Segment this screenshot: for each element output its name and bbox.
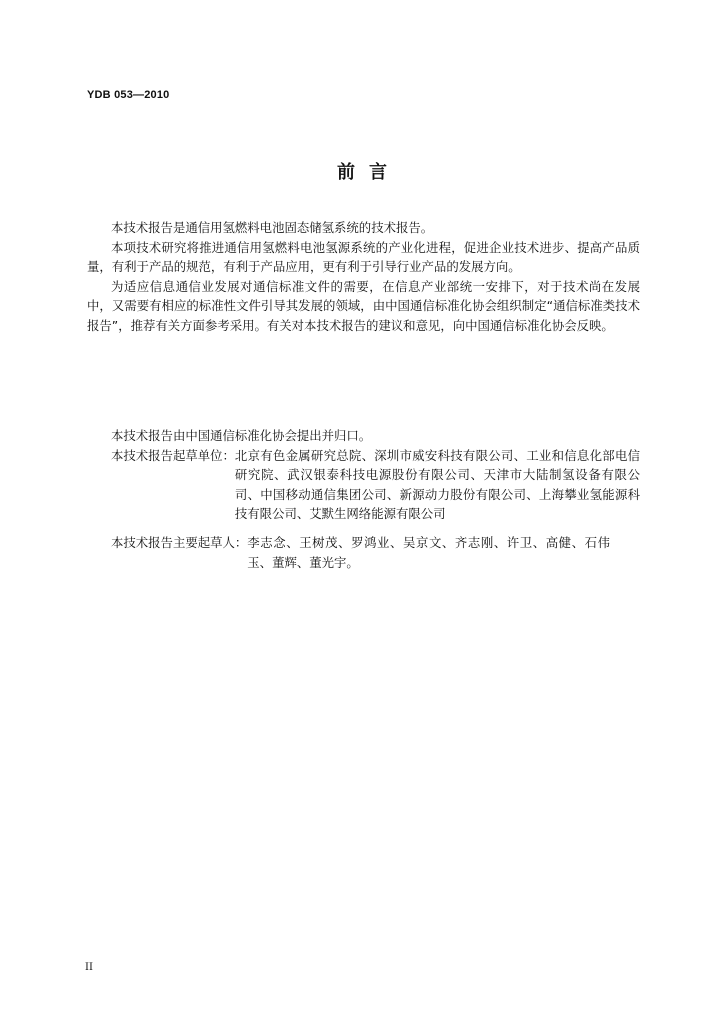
foreword-body bbox=[87, 218, 640, 336]
page-title: 前言 bbox=[337, 162, 401, 183]
page-number: II bbox=[85, 962, 93, 973]
main-drafters-label: 本技术报告主要起草人： bbox=[111, 534, 248, 550]
foreword-paragraph: 本技术报告是通信用氢燃料电池固态储氢系统的技术报告。 bbox=[111, 220, 434, 235]
credits-section bbox=[87, 426, 640, 572]
drafting-units-label: 本技术报告起草单位： bbox=[111, 447, 235, 463]
document-code: YDB 053—2010 bbox=[87, 89, 170, 101]
spacer bbox=[87, 524, 640, 533]
main-drafters-list: 李志念、王树茂、罗鸿业、吴京文、齐志刚、许卫、高健、石伟玉、董辉、董光宇。 bbox=[247, 534, 610, 570]
proposer-statement: 本技术报告由中国通信标准化协会提出并归口。 bbox=[111, 428, 372, 443]
main-drafters bbox=[87, 533, 640, 572]
drafting-units bbox=[87, 446, 640, 524]
drafting-units-list: 北京有色金属研究总院、深圳市威安科技有限公司、工业和信息化部电信研究院、武汉银泰科技电源股份有限公司、天津市大陆制氢设备有限公司、中国移动通信集团公司、新源动力股份有限公司、上海攀业氢能源科技有限公司、艾默生网络能源有限公司 bbox=[234, 447, 640, 522]
foreword-paragraph: 为适应信息通信业发展对通信标准文件的需要，在信息产业部统一安排下，对于技术尚在发展中，又需要有相应的标准性文件引导其发展的领域，由中国通信标准化协会组织制定“通信标准类技术报告”，推荐有关方面参考采用。有关对本技术报告的建议和意见，向中国通信标准化协会反映。 bbox=[87, 278, 640, 333]
foreword-paragraph: 本项技术研究将推进通信用氢燃料电池氢源系统的产业化进程，促进企业技术进步、提高产品质量，有利于产品的规范，有利于产品应用，更有利于引导行业产品的发展方向。 bbox=[87, 239, 640, 275]
